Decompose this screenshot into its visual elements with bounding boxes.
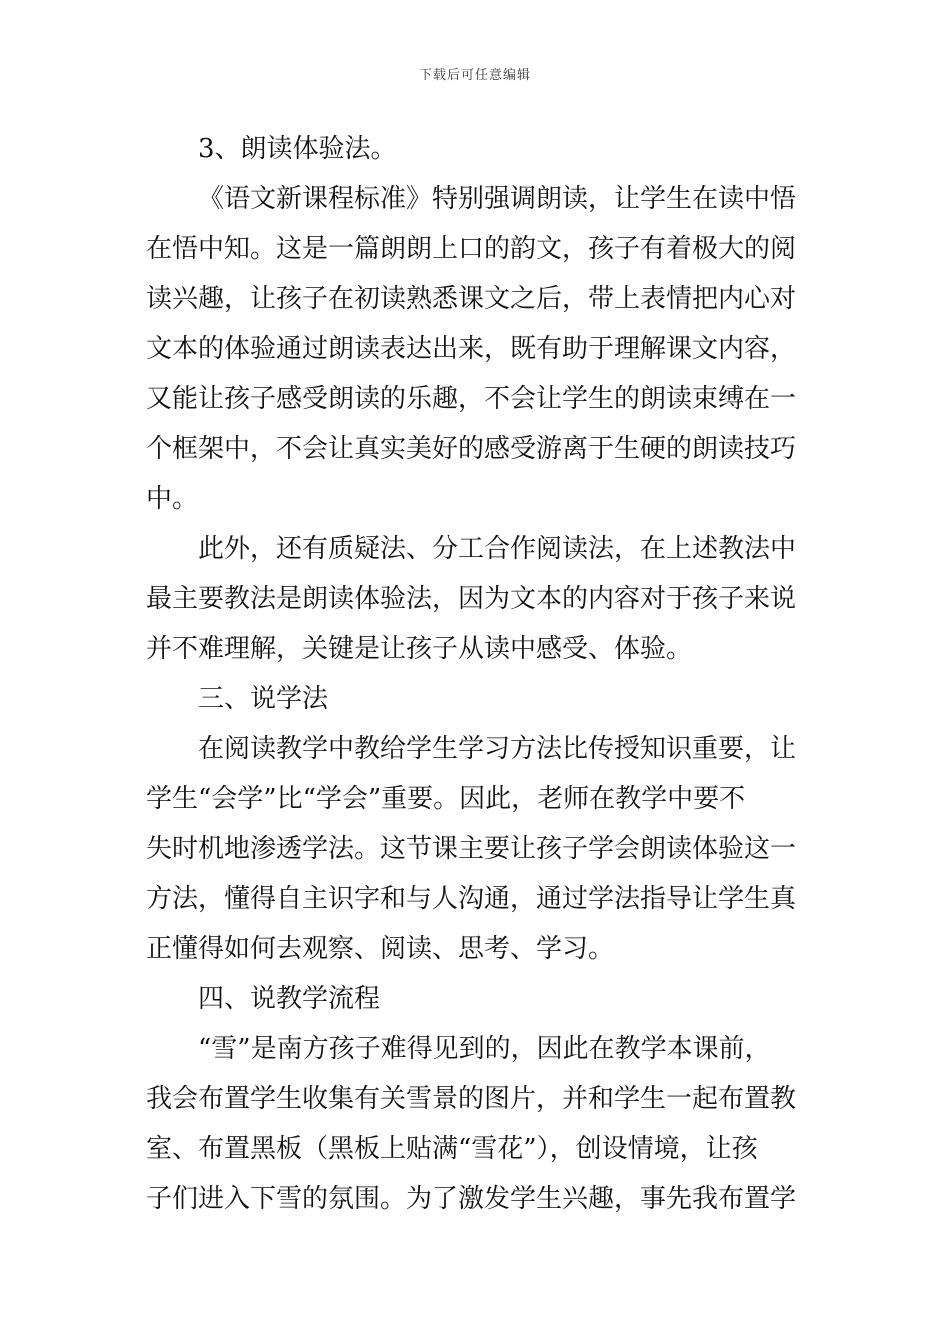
text-line: 室、布置黑板（黑板上贴满“雪花”），创设情境，让孩 — [146, 1134, 758, 1164]
text-line: 在阅读教学中教给学生学习方法比传授知识重要，让 — [198, 734, 797, 764]
text-line: 在悟中知。这是一篇朗朗上口的韵文，孩子有着极大的阅 — [146, 234, 797, 264]
page-header-note: 下载后可任意编辑 — [418, 68, 531, 83]
text-line: 失时机地渗透学法。这节课主要让孩子学会朗读体验这一 — [146, 834, 797, 864]
text-line: 方法，懂得自主识字和与人沟通，通过学法指导让学生真 — [146, 884, 797, 914]
text-line: 学生“会学”比“学会”重要。因此，老师在教学中要不 — [146, 784, 746, 814]
text-line: 此外，还有质疑法、分工合作阅读法，在上述教法中 — [198, 534, 797, 564]
text-line: 中。 — [146, 484, 199, 514]
text-line: 《语文新课程标准》特别强调朗读，让学生在读中悟 — [198, 184, 797, 214]
text-line: 正懂得如何去观察、阅读、思考、学习。 — [146, 934, 615, 964]
text-line: 又能让孩子感受朗读的乐趣，不会让学生的朗读束缚在一 — [146, 384, 797, 414]
text-line: 我会布置学生收集有关雪景的图片，并和学生一起布置教 — [146, 1084, 797, 1114]
text-line: 读兴趣，让孩子在初读熟悉课文之后，带上表情把内心对 — [146, 284, 797, 314]
text-line: 3、朗读体验法。 — [198, 134, 397, 164]
text-line: 个框架中，不会让真实美好的感受游离于生硬的朗读技巧 — [146, 434, 797, 464]
document-body — [146, 124, 808, 1224]
text-line: 文本的体验通过朗读表达出来，既有助于理解课文内容， — [146, 334, 797, 364]
section-heading: 四、说教学流程 — [198, 984, 381, 1014]
text-line: 子们进入下雪的氛围。为了激发学生兴趣，事先我布置学 — [146, 1184, 797, 1214]
section-heading: 三、说学法 — [198, 684, 329, 714]
text-line: 并不难理解，关键是让孩子从读中感受、体验。 — [146, 634, 693, 664]
text-line: 最主要教法是朗读体验法，因为文本的内容对于孩子来说 — [146, 584, 797, 614]
text-line: “雪”是南方孩子难得见到的，因此在教学本课前， — [198, 1034, 771, 1064]
